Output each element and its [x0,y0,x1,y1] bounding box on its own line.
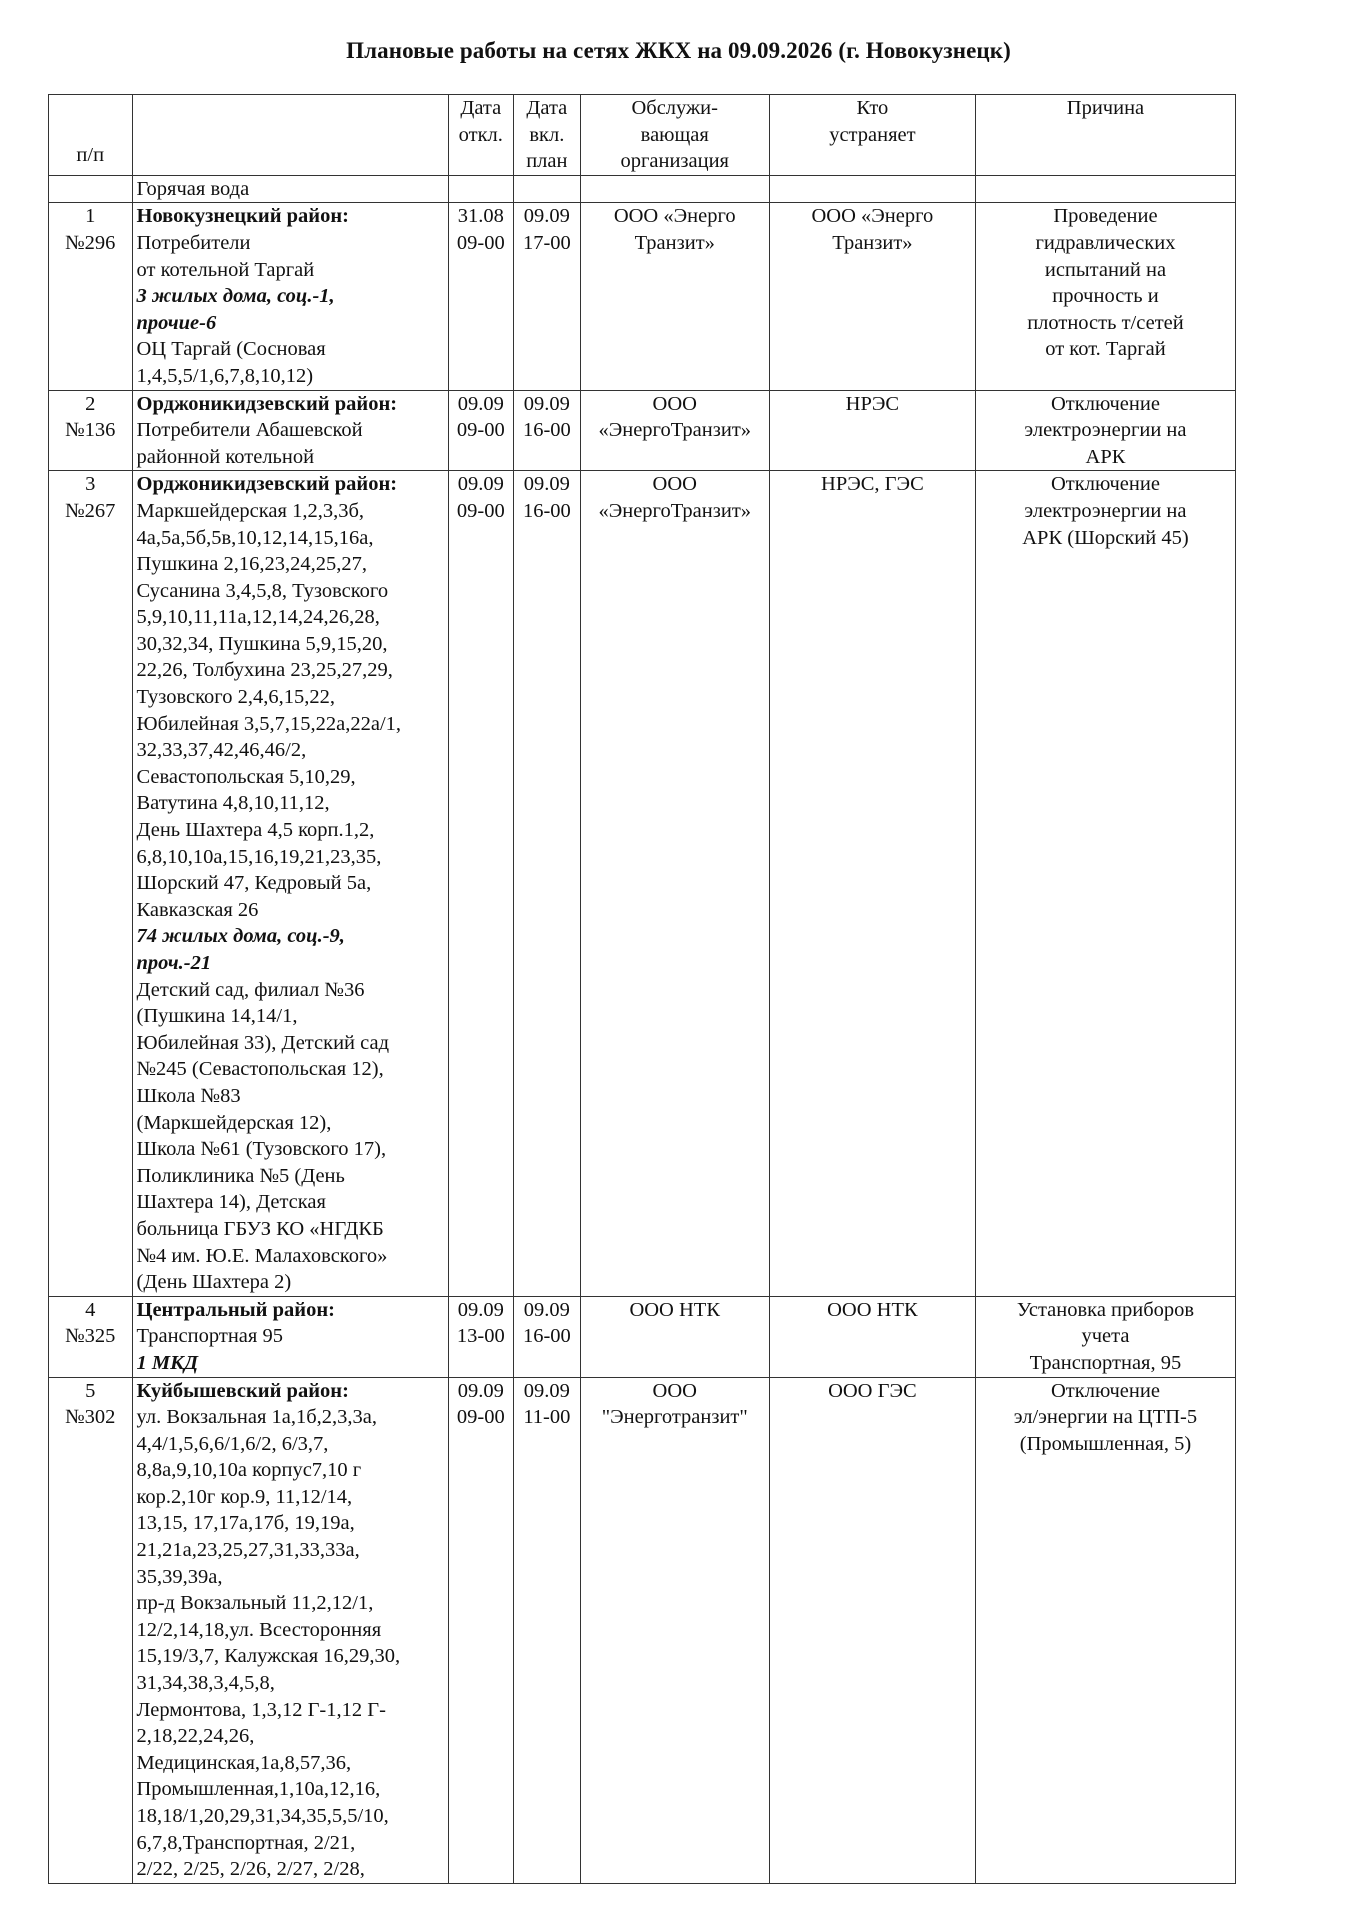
row-number-cell [49,390,133,471]
service-org-line: Транзит» [634,231,715,254]
header-who-fixes [769,95,975,176]
object-line: Сусанина 3,4,5,8, Тузовского [136,579,389,602]
district-name: Орджоникидзевский район: [136,473,398,496]
service-org-cell [580,390,769,471]
object-line: Детский сад, филиал №36 [136,978,365,1001]
header-date-off [448,95,514,176]
header-who-fixes-line: Кто [856,97,889,119]
reason-line: Отключение [1051,473,1160,496]
header-date-on [514,95,581,176]
row-number-line: №267 [65,499,116,522]
who-fixes-line: Транзит» [832,231,913,254]
object-line: 13,15, 17,17а,17б, 19,19а, [136,1512,355,1535]
date-off-cell [448,203,514,390]
table-row [49,390,1236,471]
service-org-line: ООО «Энерго [613,205,736,228]
service-org-cell [580,1296,769,1377]
row-number-line: 1 [85,205,96,228]
who-fixes-cell [769,203,975,390]
object-summary: 1 МКД [136,1351,199,1374]
row-objects-cell [132,1296,448,1377]
reason-line: гидравлических [1035,231,1176,254]
object-line: от котельной Таргай [136,258,315,281]
object-line: 6,8,10,10а,15,16,19,21,23,35, [136,845,382,868]
reason-line: (Промышленная, 5) [1019,1432,1192,1455]
header-service-org-line: Обслужи- [631,97,718,119]
section-empty-cell [49,175,133,203]
object-line: пр-д Вокзальный 11,2,12/1, [136,1592,374,1615]
date-on-cell [514,390,581,471]
object-line: 35,39,39а, [136,1565,223,1588]
district-name: Центральный район: [136,1298,335,1321]
who-fixes-cell [769,1296,975,1377]
date-off-line: 09.09 [457,473,504,496]
planned-works-table [48,94,1236,1884]
reason-line: электроэнергии на [1024,499,1187,522]
table-row [49,471,1236,1296]
reason-line: Установка приборов [1016,1298,1195,1321]
reason-cell [975,471,1235,1296]
service-org-cell [580,203,769,390]
object-line: Школа №61 (Тузовского 17), [136,1138,387,1161]
object-line: 1,4,5,5/1,6,7,8,10,12) [136,364,314,387]
date-off-line: 09-00 [456,499,505,522]
object-line: 31,34,38,3,4,5,8, [136,1672,275,1695]
date-off-cell [448,390,514,471]
row-number-line: №136 [65,419,116,442]
date-off-cell [448,471,514,1296]
date-off-cell [448,1296,514,1377]
object-line: Школа №83 [136,1084,241,1107]
service-org-cell [580,471,769,1296]
reason-line: Транспортная, 95 [1029,1351,1182,1374]
date-on-cell [514,1296,581,1377]
district-name: Орджоникидзевский район: [136,392,398,415]
header-date-on-line: план [526,150,568,173]
header-reason: Причина [975,95,1235,176]
service-org-line: «ЭнергоТранзит» [598,419,752,442]
service-org-line: ООО НТК [629,1298,720,1321]
header-row [49,95,1236,176]
object-line: 8,8а,9,10,10а корпус7,10 г [136,1459,362,1482]
who-fixes-cell [769,1377,975,1883]
reason-line: плотность т/сетей [1027,311,1184,334]
date-on-line: 16-00 [522,499,571,522]
object-line: №4 им. Ю.Е. Малаховского» [136,1244,388,1267]
row-number-line: 5 [85,1379,96,1402]
reason-cell [975,1377,1235,1883]
object-line: (Пушкина 14,14/1, [136,1005,298,1028]
header-objects [132,95,448,176]
reason-line: АРК (Шорский 45) [1022,526,1189,549]
row-number-line: 3 [85,473,96,496]
object-line: (Маркшейдерская 12), [136,1111,332,1134]
object-line: День Шахтера 4,5 корп.1,2, [136,819,375,842]
reason-cell [975,203,1235,390]
object-line: ОЦ Таргай (Сосновая [136,338,326,361]
object-line: 2,18,22,24,26, [136,1725,255,1748]
object-line: кор.2,10г кор.9, 11,12/14, [136,1485,353,1508]
object-line: Маркшейдерская 1,2,3,3б, [136,499,365,522]
table-row [49,1296,1236,1377]
service-org-line: ООО [652,1379,697,1402]
row-number-cell [49,1296,133,1377]
reason-line: от кот. Таргай [1045,338,1166,361]
date-off-line: 31.08 [457,205,504,228]
object-line: 2/22, 2/25, 2/26, 2/27, 2/28, [136,1858,365,1881]
object-line: больница ГБУЗ КО «НГДКБ [136,1217,384,1240]
object-line: 21,21а,23,25,27,31,33,33а, [136,1539,360,1562]
reason-line: электроэнергии на [1024,419,1187,442]
service-org-cell [580,1377,769,1883]
header-num: п/п [49,95,133,176]
row-number-cell [49,471,133,1296]
service-org-line: ООО [652,392,697,415]
service-org-line: «ЭнергоТранзит» [598,499,752,522]
who-fixes-cell [769,471,975,1296]
object-line: Юбилейная 33), Детский сад [136,1031,390,1054]
reason-line: учета [1081,1325,1130,1348]
district-name: Куйбышевский район: [136,1379,349,1402]
date-off-line: 09-00 [456,231,505,254]
row-number-line: №302 [65,1406,116,1429]
object-line: Юбилейная 3,5,7,15,22а,22а/1, [136,712,402,735]
row-objects-cell [132,203,448,390]
date-on-cell [514,1377,581,1883]
object-line: Ватутина 4,8,10,11,12, [136,792,330,815]
object-line: 12/2,14,18,ул. Всесторонняя [136,1618,382,1641]
table-row [49,203,1236,390]
reason-cell [975,1296,1235,1377]
header-date-on-line: Дата [526,97,568,119]
reason-cell [975,390,1235,471]
header-service-org-line: организация [620,150,729,173]
row-number-cell [49,203,133,390]
object-line: 15,19/3,7, Калужская 16,29,30, [136,1645,401,1668]
object-line: Лермонтова, 1,3,12 Г-1,12 Г- [136,1698,386,1721]
date-on-line: 16-00 [522,1325,571,1348]
date-on-line: 16-00 [522,419,571,442]
who-fixes-cell [769,390,975,471]
object-line: Шорский 47, Кедровый 5а, [136,872,372,895]
date-on-line: 09.09 [523,1298,570,1321]
date-on-line: 17-00 [522,231,571,254]
row-objects-cell [132,1377,448,1883]
date-off-line: 09-00 [456,1406,505,1429]
row-objects-cell [132,471,448,1296]
row-number-line: 2 [85,392,96,415]
who-fixes-line: ООО «Энерго [811,205,934,228]
object-line: 4,4/1,5,6,6/1,6/2, 6/3,7, [136,1432,329,1455]
reason-line: Проведение [1053,205,1158,228]
table-row [49,1377,1236,1883]
service-org-line: ООО [652,473,697,496]
date-on-line: 09.09 [523,392,570,415]
date-on-line: 09.09 [523,473,570,496]
reason-line: прочность и [1052,285,1159,308]
object-line: 5,9,10,11,11а,12,14,24,26,28, [136,606,380,629]
date-on-cell [514,471,581,1296]
reason-line: испытаний на [1044,258,1167,281]
object-line: ул. Вокзальная 1а,1б,2,3,3а, [136,1406,378,1429]
reason-line: АРК [1085,445,1126,468]
page-title: Плановые работы на сетях ЖКХ на 09.09.2026 (г. Новокузнецк) [346,38,1011,63]
object-line: Потребители Абашевской [136,419,363,442]
service-org-line: "Энерготранзит" [601,1406,748,1429]
object-line: Промышленная,1,10а,12,16, [136,1778,381,1801]
object-line: районной котельной [136,445,315,468]
date-off-line: 09-00 [456,419,505,442]
object-summary: прочие-6 [136,311,217,334]
object-line: 4а,5а,5б,5в,10,12,14,15,16а, [136,526,374,549]
date-off-line: 09.09 [457,392,504,415]
date-on-line: 09.09 [523,205,570,228]
object-line: Кавказская 26 [136,898,259,921]
object-line: Поликлиника №5 (День [136,1164,345,1187]
object-line: Транспортная 95 [136,1325,283,1348]
object-line: Тузовского 2,4,6,15,22, [136,686,335,709]
header-service-org-line: вающая [640,123,709,146]
date-on-cell [514,203,581,390]
date-on-line: 09.09 [523,1379,570,1402]
object-summary: 74 жилых дома, соц.-9, [136,925,345,948]
object-line: 18,18/1,20,29,31,34,35,5,5/10, [136,1805,389,1827]
object-line: Потребители [136,231,251,254]
object-line: Пушкина 2,16,23,24,25,27, [136,553,367,576]
object-line: Севастопольская 5,10,29, [136,765,356,788]
date-off-line: 09.09 [457,1298,504,1321]
district-name: Новокузнецкий район: [136,205,350,228]
row-number-line: №325 [65,1325,116,1348]
object-line: (День Шахтера 2) [136,1271,292,1294]
section-row [49,175,1236,203]
date-off-cell [448,1377,514,1883]
section-title: Горячая вода [132,175,448,203]
object-line: 30,32,34, Пушкина 5,9,15,20, [136,632,388,655]
object-summary: 3 жилых дома, соц.-1, [136,285,335,308]
header-service-org [580,95,769,176]
date-on-line: 11-00 [523,1406,571,1429]
header-date-off-line: откл. [458,123,503,146]
header-date-off-line: Дата [460,97,502,119]
date-off-line: 13-00 [456,1325,505,1348]
date-off-line: 09.09 [457,1379,504,1402]
object-line: Шахтера 14), Детская [136,1191,326,1214]
who-fixes-line: ООО НТК [827,1298,918,1321]
object-line: 32,33,37,42,46,46/2, [136,739,307,762]
row-number-cell [49,1377,133,1883]
who-fixes-line: НРЭС, ГЭС [821,473,924,496]
object-line: 22,26, Толбухина 23,25,27,29, [136,659,393,682]
row-number-line: №296 [65,231,116,254]
header-who-fixes-line: устраняет [829,123,916,146]
object-line: 6,7,8,Транспортная, 2/21, [136,1831,356,1854]
header-date-on-line: вкл. [529,123,565,146]
object-line: Медицинская,1а,8,57,36, [136,1751,352,1774]
reason-line: Отключение [1051,392,1160,415]
reason-line: эл/энергии на ЦТП-5 [1013,1406,1198,1429]
who-fixes-line: НРЭС [845,392,900,415]
row-objects-cell [132,390,448,471]
reason-line: Отключение [1051,1379,1160,1402]
object-summary: проч.-21 [136,952,212,974]
who-fixes-line: ООО ГЭС [828,1379,917,1402]
row-number-line: 4 [85,1298,96,1321]
object-line: №245 (Севастопольская 12), [136,1058,384,1081]
